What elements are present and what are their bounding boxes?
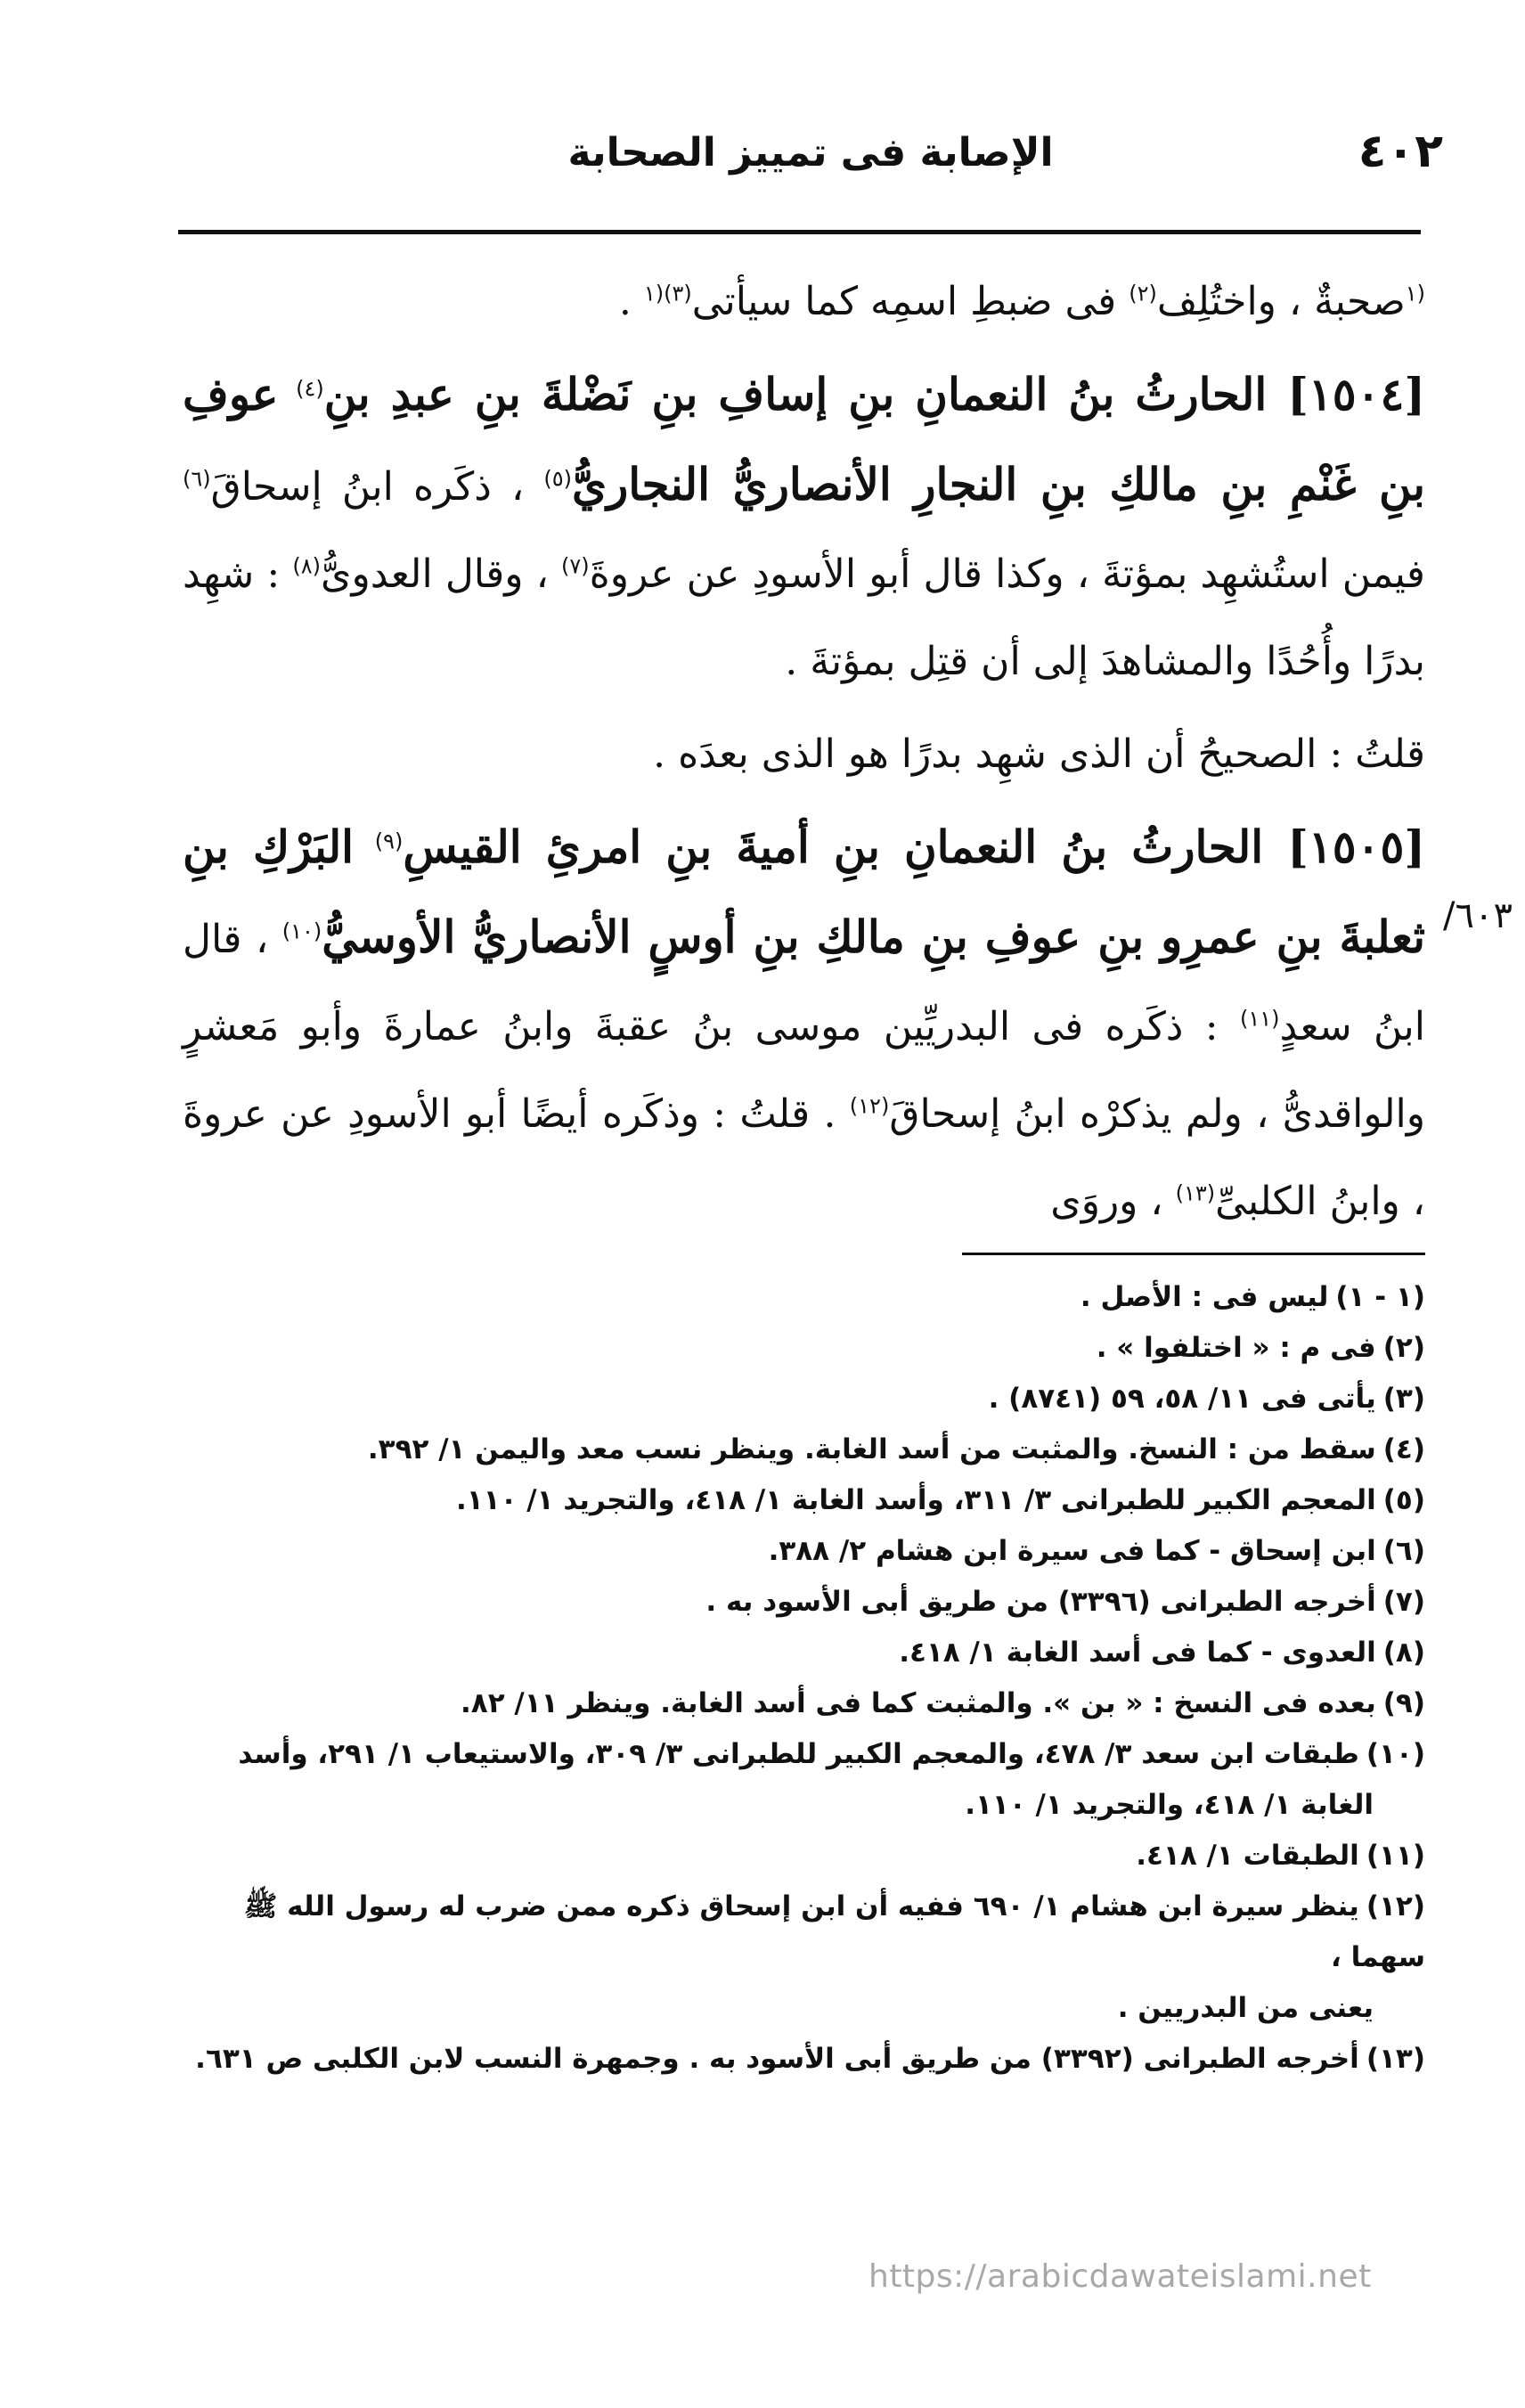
footnote-number: (١٢) bbox=[1366, 1890, 1425, 1922]
footnote-number: (١١) bbox=[1366, 1840, 1425, 1872]
footnote-text: العدوى - كما فى أسد الغابة ١/ ٤١٨. bbox=[899, 1637, 1376, 1669]
footnotes bbox=[183, 1272, 1425, 2085]
footnote bbox=[183, 1323, 1425, 1374]
footnote bbox=[183, 1882, 1425, 2034]
footnote bbox=[183, 1831, 1425, 1882]
entry-heading-cont: البَرْكِ بنِ ثعلبةَ بنِ عمرِو بنِ عوفِ بنِ مالكِ بنِ أوسٍ الأنصاريُّ الأوسيُّ bbox=[183, 820, 1425, 963]
footnote-text: ينظر سيرة ابن هشام ١/ ٦٩٠ ففيه أن ابن إسحاق ذكره ممن ضرب له رسول الله ﷺ سهما ، bbox=[243, 1890, 1425, 1973]
footnote bbox=[183, 1475, 1425, 1526]
footnote-text: فى م : « اختلفوا » . bbox=[1096, 1332, 1376, 1364]
footnote-ref[interactable]: (١ bbox=[1405, 281, 1425, 306]
footnote bbox=[183, 1526, 1425, 1577]
main-text bbox=[183, 258, 1425, 1245]
footnote bbox=[183, 1628, 1425, 1678]
footnote-text: المعجم الكبير للطبرانى ٣/ ٣١١، وأسد الغابة ١/ ٤١٨، والتجريد ١/ ١١٠. bbox=[455, 1484, 1376, 1516]
footnote-number: (٤) bbox=[1382, 1433, 1425, 1465]
footnote bbox=[183, 1729, 1425, 1831]
footnote-continuation: الغابة ١/ ٤١٨، والتجريد ١/ ١١٠. bbox=[965, 1789, 1374, 1821]
footnote-text: أخرجه الطبرانى (٣٣٩٦) من طريق أبى الأسود به . bbox=[705, 1586, 1376, 1618]
footnote-number: (٧) bbox=[1382, 1586, 1425, 1618]
text-run: ، وقال العدوىُّ bbox=[321, 551, 549, 597]
entry-1505 bbox=[183, 804, 1425, 1245]
footnote-number: (٦) bbox=[1382, 1535, 1425, 1567]
entry-heading-cont: عوفِ بنِ غَنْمِ بنِ مالكِ بنِ النجارِ الأنصاريُّ النجاريُّ bbox=[183, 368, 1425, 510]
footnote bbox=[183, 2034, 1425, 2085]
header-rule bbox=[178, 230, 1421, 234]
footnote-ref[interactable]: (٩) bbox=[374, 829, 404, 854]
footnote-ref[interactable]: (١٣) bbox=[1175, 1180, 1216, 1206]
footnote-continuation: يعنى من البدريين . bbox=[1117, 1992, 1374, 2024]
footnote-number: (١٣) bbox=[1366, 2043, 1425, 2075]
footnote-text: سقط من : النسخ. والمثبت من أسد الغابة. وينظر نسب معد واليمن ١/ ٣٩٢. bbox=[367, 1433, 1376, 1465]
footnote-number: (٨) bbox=[1382, 1637, 1425, 1669]
footnote-number: (٢) bbox=[1382, 1332, 1425, 1364]
entry-1504 bbox=[183, 351, 1425, 706]
footnote bbox=[183, 1272, 1425, 1323]
footnote bbox=[183, 1678, 1425, 1729]
footnote-ref[interactable]: (٢) bbox=[1129, 281, 1157, 306]
page-header bbox=[178, 125, 1443, 196]
footnote-text: بعده فى النسخ : « بن ». والمثبت كما فى أسد الغابة. وينظر ١١/ ٨٢. bbox=[461, 1687, 1376, 1719]
footnote-text: ليس فى : الأصل . bbox=[1080, 1281, 1329, 1313]
footnote-ref[interactable]: (٧) bbox=[561, 553, 590, 579]
entry-heading: [١٥٠٥] الحارثُ بنُ النعمانِ بنِ أميةَ بنِ امرئِ القيسِ bbox=[403, 820, 1425, 873]
footnote-text: طبقات ابن سعد ٣/ ٤٧٨، والمعجم الكبير للطبرانى ٣/ ٣٠٩، والاستيعاب ١/ ٢٩١، وأسد bbox=[238, 1738, 1359, 1770]
footnote-ref[interactable]: (١١) bbox=[1239, 1006, 1280, 1032]
footnote-number: (٩) bbox=[1382, 1687, 1425, 1719]
footnote-ref[interactable]: (١٠) bbox=[281, 918, 322, 944]
footnote-number: (٣) bbox=[1382, 1383, 1425, 1415]
footnote-ref[interactable]: (٨) bbox=[292, 553, 322, 579]
text-run: فيمن استُشهِد بمؤتةَ ، وكذا قال أبو الأسودِ عن عروةَ bbox=[589, 551, 1425, 597]
running-title: الإصابة فى تمييز الصحابة bbox=[567, 130, 1054, 175]
footnote-number: (٥) bbox=[1382, 1484, 1425, 1516]
footnote-text: يأتى فى ١١/ ٥٨، ٥٩ (٨٧٤١) . bbox=[988, 1383, 1376, 1415]
text-run: صحبةٌ ، واختُلِف bbox=[1156, 279, 1406, 324]
footnote bbox=[183, 1374, 1425, 1424]
source-watermark-url[interactable]: https://arabicdawateislami.net bbox=[869, 2258, 1372, 2295]
footnote bbox=[183, 1424, 1425, 1475]
margin-page-reference: ٦٠٣/ bbox=[1443, 895, 1513, 936]
text-run: ، وروَى bbox=[1050, 1179, 1163, 1224]
text-run: ، قال ابنُ سعدٍ bbox=[183, 917, 1425, 1049]
text-run: : شهِد بدرًا وأُحُدًا والمشاهدَ إلى أن قتِل بمؤتةَ . bbox=[183, 551, 1425, 684]
footnote-number: (١٠) bbox=[1366, 1738, 1425, 1770]
footnote-ref[interactable]: (١٢) bbox=[849, 1093, 890, 1119]
footnotes-separator bbox=[962, 1253, 1425, 1255]
text-run: . قلتُ : وذكَره أيضًا أبو الأسودِ عن عروةَ ، وابنُ الكلبىِّ bbox=[183, 1091, 1425, 1224]
paragraph-continuation bbox=[183, 258, 1425, 346]
text-run: فى ضبطِ اسمِه كما سيأتى bbox=[691, 279, 1117, 324]
text-run: قلتُ : الصحيحُ أن الذى شهِد بدرًا هو الذى بعدَه . bbox=[653, 731, 1425, 777]
footnote-text: ابن إسحاق - كما فى سيرة ابن هشام ٢/ ٣٨٨. bbox=[768, 1535, 1376, 1567]
text-run: : ذكَره فى البدريِّين موسى بنُ عقبةَ وابنُ عمارةَ وأبو مَعشرٍ والواقدىُّ ، ولم يذكرْه ابنُ إسحاقَ bbox=[183, 1004, 1425, 1137]
entry-heading: [١٥٠٤] الحارثُ بنُ النعمانِ بنِ إسافِ بنِ نَضْلةَ بنِ عبدِ بنِ bbox=[323, 368, 1425, 420]
author-remark bbox=[183, 711, 1425, 798]
footnote-ref[interactable]: (٦) bbox=[183, 466, 211, 492]
footnote-text: أخرجه الطبرانى (٣٣٩٢) من طريق أبى الأسود به . وجمهرة النسب لابن الكلبى ص ٦٣١. bbox=[195, 2043, 1359, 2075]
footnote-ref[interactable]: (٣)(١ bbox=[643, 281, 692, 306]
footnote bbox=[183, 1577, 1425, 1628]
footnote-text: الطبقات ١/ ٤١٨. bbox=[1136, 1840, 1359, 1872]
page-number: ٤٠٢ bbox=[1358, 125, 1443, 178]
text-run: . bbox=[618, 279, 632, 324]
footnote-number: (١ - ١) bbox=[1335, 1281, 1425, 1313]
text-run: ، ذكَره ابنُ إسحاقَ bbox=[210, 464, 525, 510]
footnote-ref[interactable]: (٤) bbox=[296, 376, 324, 402]
footnote-ref[interactable]: (٥) bbox=[543, 466, 573, 492]
